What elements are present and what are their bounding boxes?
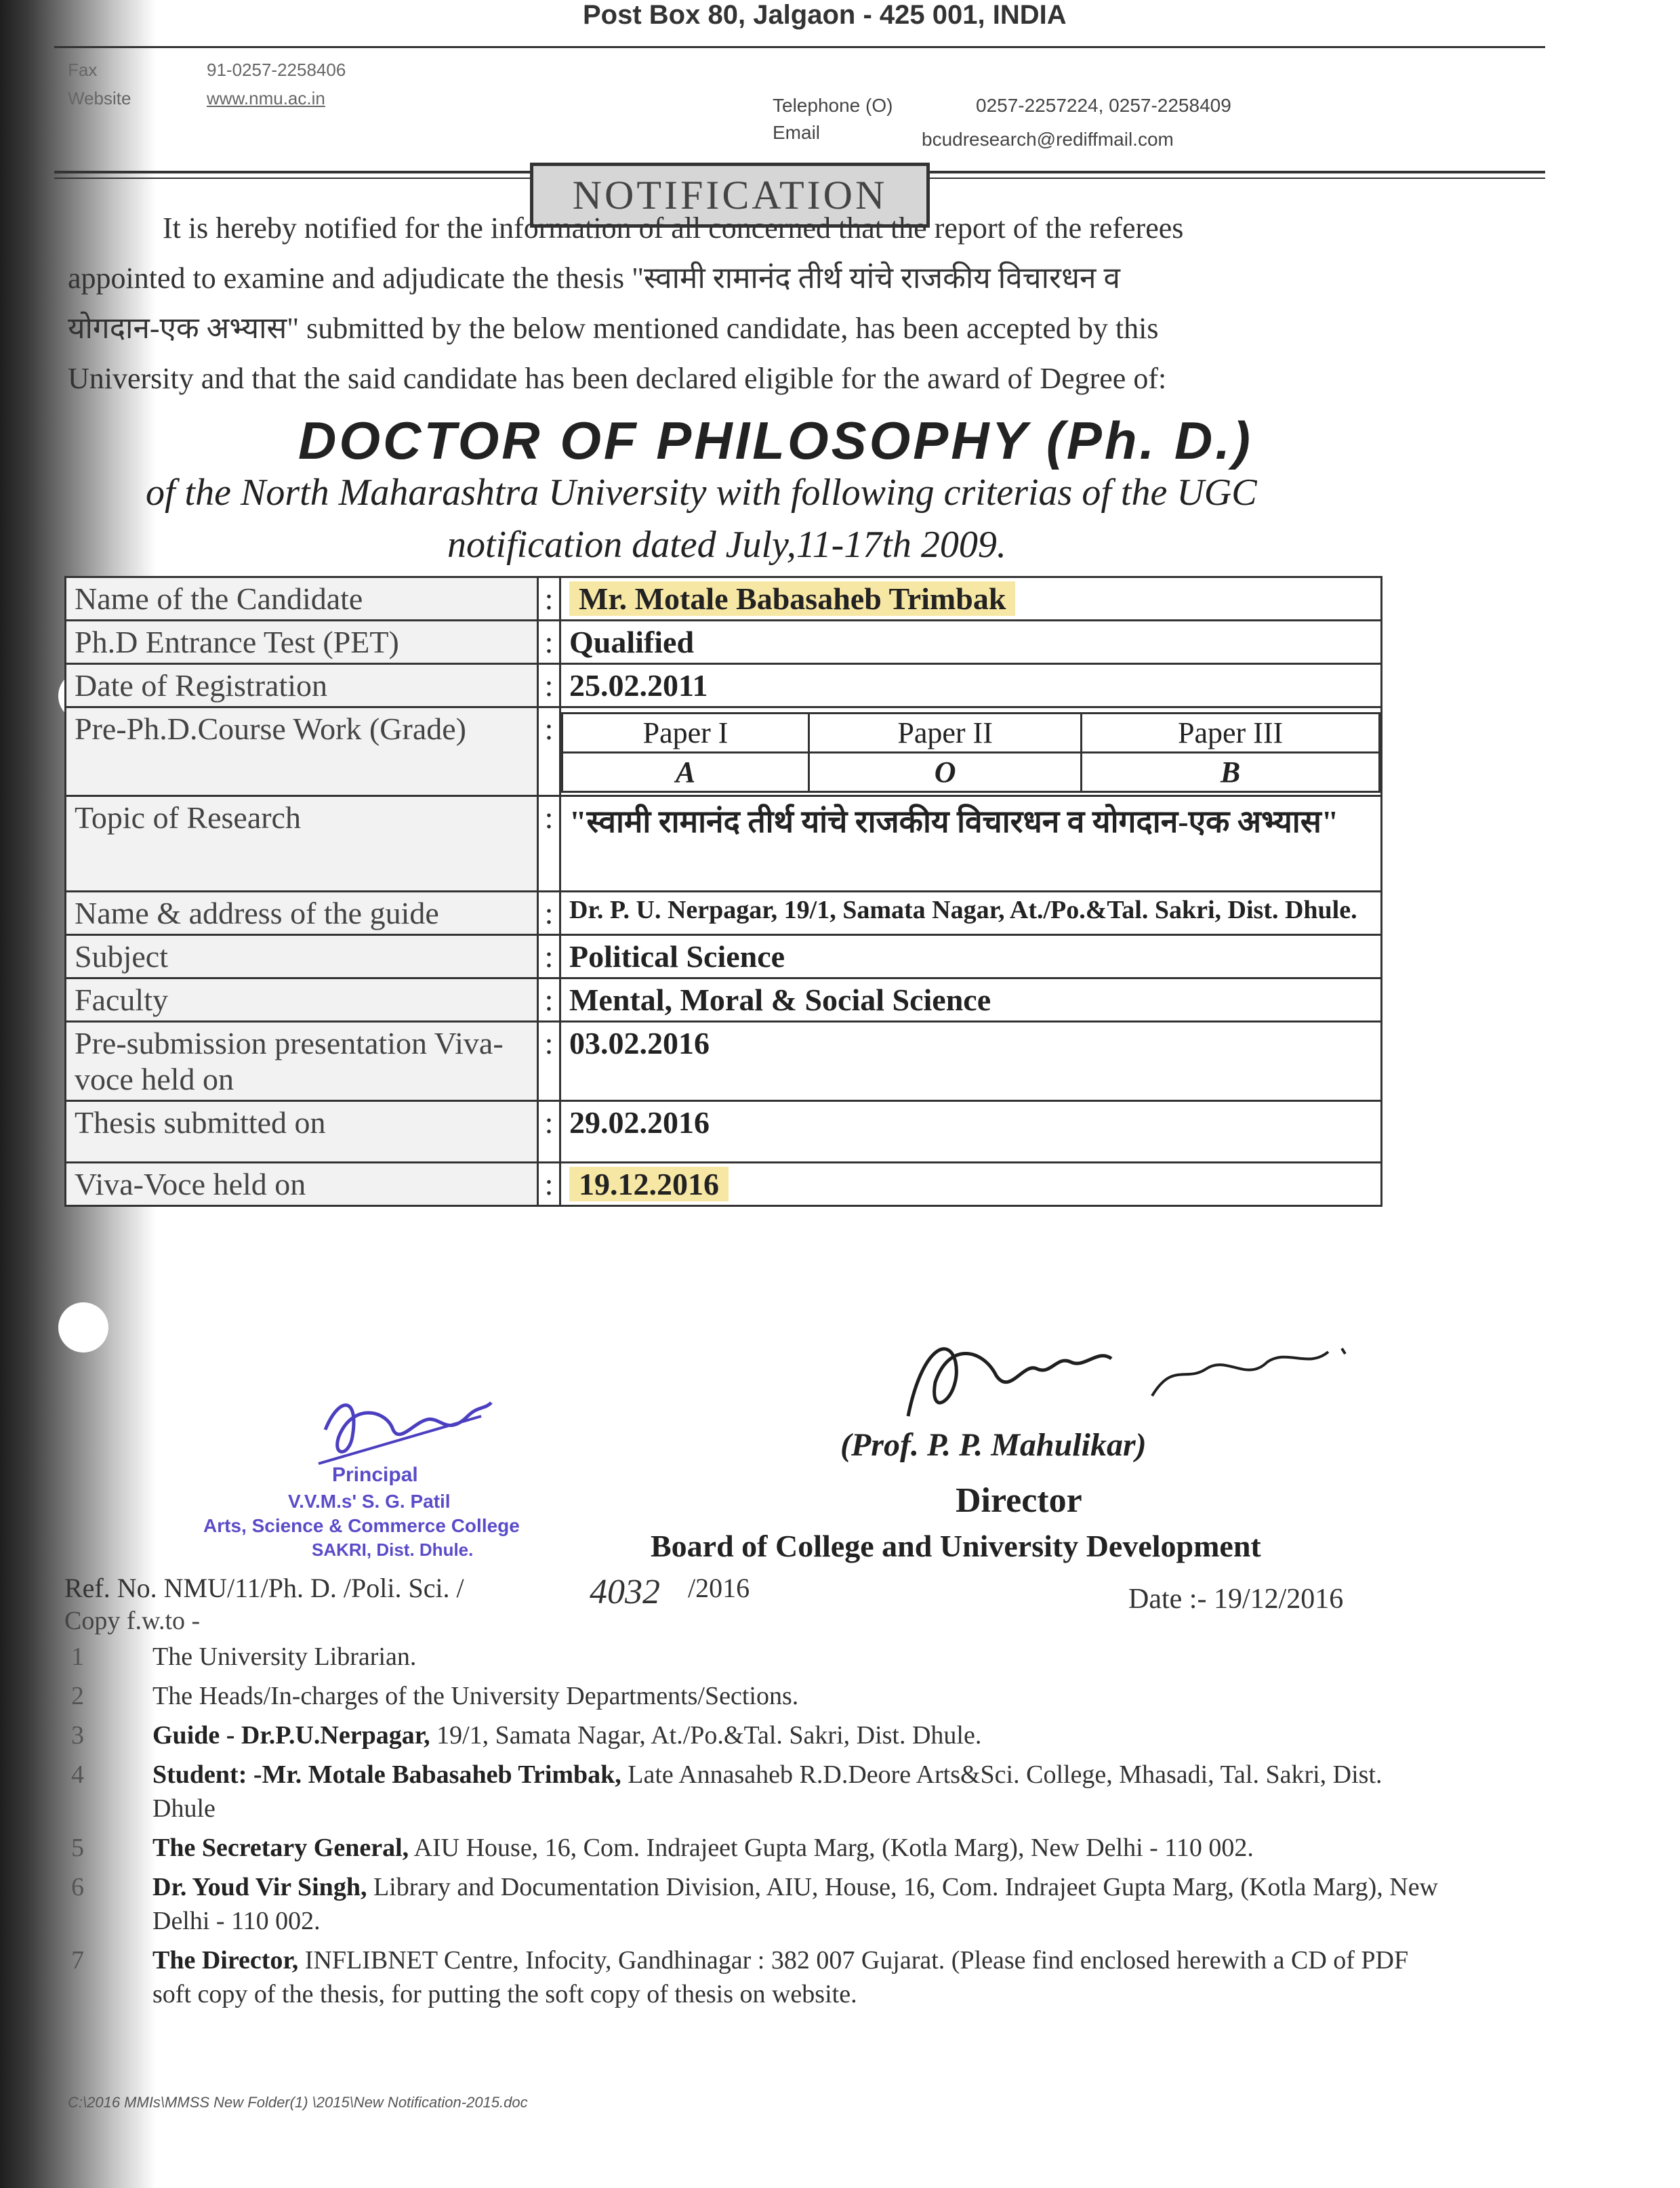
website-value: www.nmu.ac.in	[207, 88, 325, 108]
list-item: 5 The Secretary General, AIU House, 16, Com. Indrajeet Gupta Marg, (Kotla Marg), New Delhi - 110 002.	[71, 1834, 1254, 1862]
list-item: 1 The University Librarian.	[71, 1643, 417, 1671]
table-row	[66, 935, 1382, 978]
separator: :	[538, 664, 560, 707]
guide-label: Name & address of the guide	[66, 892, 538, 935]
paragraph-line-2: appointed to examine and adjudicate the thesis "स्वामी रामानंद तीर्थ यांचे राजकीय विचारधन व	[68, 262, 1120, 295]
table-row	[66, 664, 1382, 707]
faculty-value: Mental, Moral & Social Science	[560, 978, 1382, 1022]
topic-value: "स्वामी रामानंद तीर्थ यांचे राजकीय विचारधन व योगदान-एक अभ्यास"	[560, 796, 1382, 892]
list-item: 2 The Heads/In-charges of the University Departments/Sections.	[71, 1682, 799, 1710]
thesis-submitted-value: 29.02.2016	[560, 1101, 1382, 1163]
guide-value: Dr. P. U. Nerpagar, 19/1, Samata Nagar, At./Po.&Tal. Sakri, Dist. Dhule.	[560, 892, 1382, 935]
subject-value: Political Science	[560, 935, 1382, 978]
candidate-name-value	[560, 577, 1382, 621]
paper-3-grade: B	[1082, 753, 1380, 792]
board-name: Board of College and University Development	[651, 1529, 1261, 1563]
coursework-label: Pre-Ph.D.Course Work (Grade)	[66, 707, 538, 796]
director-name: (Prof. P. P. Mahulikar)	[840, 1427, 1147, 1463]
notification-title-text: NOTIFICATION	[572, 172, 888, 218]
registration-date-value: 25.02.2011	[560, 664, 1382, 707]
separator: :	[538, 621, 560, 664]
table-row	[66, 621, 1382, 664]
reference-number: Ref. No. NMU/11/Ph. D. /Poli. Sci. /	[64, 1573, 464, 1603]
table-row	[66, 1163, 1382, 1206]
faculty-label: Faculty	[66, 978, 538, 1022]
stamp-line-3: SAKRI, Dist. Dhule.	[312, 1540, 474, 1560]
separator: :	[538, 796, 560, 892]
table-row	[66, 796, 1382, 892]
telephone-label: Telephone (O)	[773, 95, 893, 116]
thesis-submitted-label: Thesis submitted on	[66, 1101, 538, 1163]
table-row	[66, 1101, 1382, 1163]
paper-1-grade: A	[562, 753, 809, 792]
paper-2-grade: O	[809, 753, 1082, 792]
list-item: 3 Guide - Dr.P.U.Nerpagar, 19/1, Samata Nagar, At./Po.&Tal. Sakri, Dist. Dhule.	[71, 1721, 982, 1750]
punch-hole-bottom	[58, 1302, 108, 1353]
copy-recipients-list	[71, 1640, 1440, 2017]
header-rule-top	[54, 46, 1545, 48]
degree-title: DOCTOR OF PHILOSOPHY (Ph. D.)	[298, 411, 1253, 470]
paper-2-name: Paper II	[809, 714, 1082, 753]
list-item: 6 Dr. Youd Vir Singh, Library and Documentation Division, AIU, House, 16, Com. Indrajeet Gupta Marg, (Kotla Marg), New Delhi - 110 002.	[71, 1873, 1438, 1935]
vivavoce-highlight: 19.12.2016	[569, 1167, 729, 1201]
separator: :	[538, 1163, 560, 1206]
reference-handwritten: 4032	[590, 1573, 660, 1611]
coursework-grades	[560, 707, 1382, 796]
table-row	[66, 707, 1382, 796]
candidate-name-label: Name of the Candidate	[66, 577, 538, 621]
copy-forwarded-label: Copy f.w.to -	[64, 1607, 201, 1635]
table-row	[66, 1022, 1382, 1101]
email-value: bcudresearch@rediffmail.com	[922, 129, 1174, 150]
separator: :	[538, 935, 560, 978]
university-line: of the North Maharashtra University with following criterias of the UGC	[146, 472, 1257, 514]
table-row	[66, 577, 1382, 621]
separator: :	[538, 978, 560, 1022]
fax-value: 91-0257-2258406	[207, 60, 346, 80]
candidate-name-highlight: Mr. Motale Babasaheb Trimbak	[569, 581, 1015, 616]
telephone-value: 0257-2257224, 0257-2258409	[976, 95, 1231, 116]
ugc-notification-line: notification dated July,11-17th 2009.	[447, 524, 1006, 566]
footer-file-path: C:\2016 MMIs\MMSS New Folder(1) \2015\New Notification-2015.doc	[68, 2094, 528, 2111]
email-label: Email	[773, 122, 821, 143]
pet-label: Ph.D Entrance Test (PET)	[66, 621, 538, 664]
stamp-title: Principal	[332, 1464, 418, 1486]
paper-3-name: Paper III	[1082, 714, 1380, 753]
separator: :	[538, 892, 560, 935]
presubmission-label: Pre-submission presentation Viva-voce held on	[66, 1022, 538, 1101]
website-label: Website	[68, 88, 131, 108]
separator: :	[538, 707, 560, 796]
stamp-line-2: Arts, Science & Commerce College	[203, 1515, 520, 1536]
list-item: 4 Student: -Mr. Motale Babasaheb Trimbak, Late Annasaheb R.D.Deore Arts&Sci. College, Mhasadi, Tal. Sakri, Dist. Dhule	[71, 1760, 1382, 1823]
reference-year: /2016	[688, 1573, 750, 1603]
separator: :	[538, 1101, 560, 1163]
registration-date-label: Date of Registration	[66, 664, 538, 707]
table-row	[66, 978, 1382, 1022]
university-address: Post Box 80, Jalgaon - 425 001, INDIA	[583, 0, 1067, 30]
director-title: Director	[956, 1481, 1082, 1520]
director-signature	[867, 1321, 1410, 1443]
paragraph-line-3: योगदान-एक अभ्यास" submitted by the below mentioned candidate, has been accepted by this	[68, 312, 1159, 345]
vivavoce-value	[560, 1163, 1382, 1206]
notification-paragraph	[68, 203, 1423, 404]
pet-value: Qualified	[560, 621, 1382, 664]
principal-signature	[312, 1382, 501, 1477]
fax-label: Fax	[68, 60, 98, 80]
reference-date: Date :- 19/12/2016	[1128, 1584, 1344, 1615]
stamp-line-1: V.V.M.s' S. G. Patil	[288, 1491, 451, 1512]
paragraph-line-4: University and that the said candidate has been declared eligible for the award of Degree of:	[68, 362, 1167, 395]
subject-label: Subject	[66, 935, 538, 978]
vivavoce-label: Viva-Voce held on	[66, 1163, 538, 1206]
paper-1-name: Paper I	[562, 714, 809, 753]
presubmission-value: 03.02.2016	[560, 1022, 1382, 1101]
grade-table	[561, 712, 1380, 793]
candidate-details-table	[64, 576, 1382, 1207]
topic-label: Topic of Research	[66, 796, 538, 892]
table-row	[66, 892, 1382, 935]
separator: :	[538, 577, 560, 621]
list-item: 7 The Director, INFLIBNET Centre, Infocity, Gandhinagar : 382 007 Gujarat. (Please find enclosed herewith a CD of PDF soft copy of the thesis, for putting the soft copy of thesis on website.	[71, 1946, 1409, 2008]
paragraph-line-1: It is hereby notified for the information of all concerned that the report of the referees	[163, 211, 1184, 245]
separator: :	[538, 1022, 560, 1101]
